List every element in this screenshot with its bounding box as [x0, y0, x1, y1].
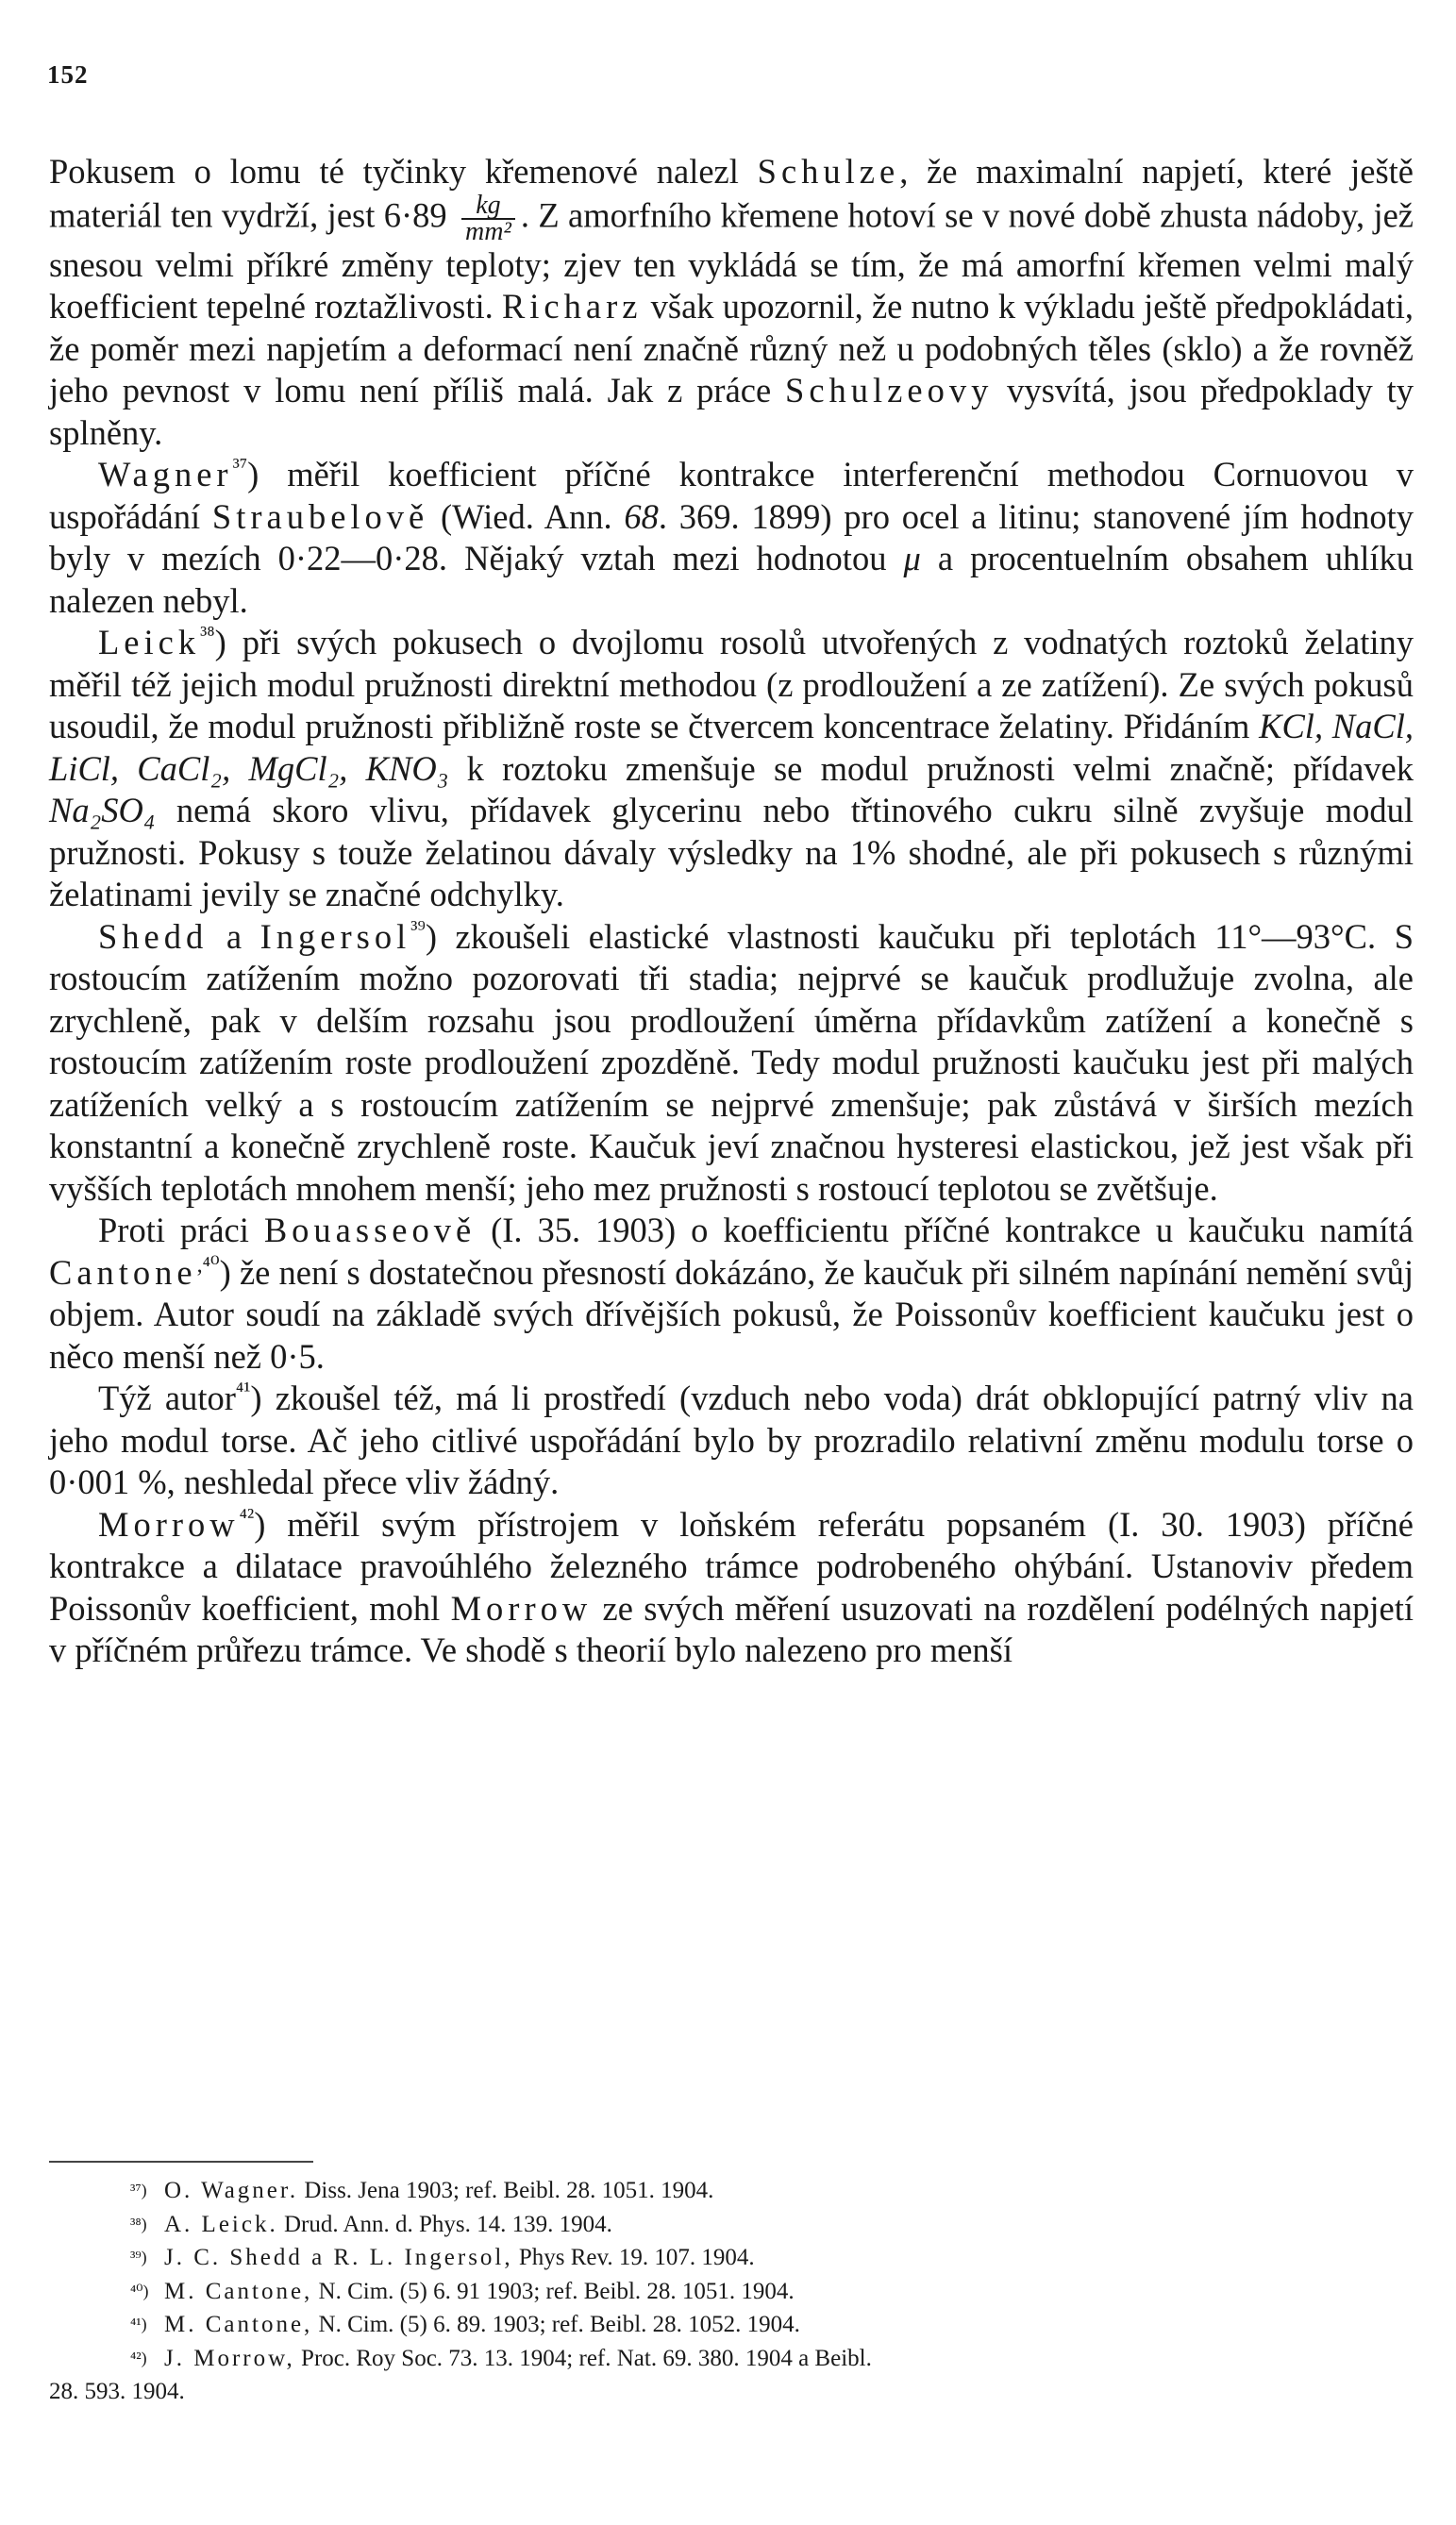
footnote-citation: Proc. Roy Soc. 73. 13. 1904; ref. Nat. 69. 380. 1904 a Beibl.	[294, 2345, 872, 2371]
text-run: ) zkoušel též, má li prostředí (vzduch nebo voda) drát obklopující patrný vliv na jeho modul torse. Ač jeho citlivé uspořádání bylo by prozradilo relativní změnu modulu torse o 0·001 %, neshledal přece vliv žádný.	[49, 1379, 1414, 1501]
paragraph-7	[49, 1504, 1414, 1672]
text-run: však upozornil, že nutno k výkladu ještě předpokládati, že poměr mezi napjetím a deformací není značně různý než u podobných těles (sklo) a že rovněž jeho pevnost v lomu není příliš malá. Jak z práce	[49, 287, 1414, 410]
footnote-mark: ⁴²)	[130, 2348, 147, 2367]
author-name: Leick	[98, 623, 201, 661]
footnote-mark: ³⁷)	[130, 2181, 147, 2199]
text-run: (I. 35. 1903) o koefficientu příčné kontrakce u kaučuku namítá	[476, 1211, 1414, 1249]
footnote-ref: ³⁸	[200, 622, 215, 647]
paragraph-5	[49, 1210, 1414, 1378]
footnote-ref: ,⁴⁰	[196, 1252, 220, 1278]
footnote-ref: ⁴¹	[235, 1378, 251, 1403]
footnote	[130, 2174, 1414, 2208]
footnote-ref: ⁴²	[239, 1504, 255, 1530]
footnote	[130, 2208, 1414, 2242]
paragraph-6	[49, 1378, 1414, 1504]
fraction-numerator: kg	[461, 193, 515, 220]
text-run: ) při svých pokusech o dvojlomu rosolů utvořených z vodnatých roztoků želatiny měřil též jejich modul pružnosti direktní methodou (z prodloužení a ze zatížení). Ze svých pokusů usoudil, že modul pružnosti přibližně roste se čtvercem koncentrace želatiny. Přidáním	[49, 623, 1414, 745]
paragraph-4	[49, 916, 1414, 1211]
text-run: k roztoku zmenšuje se modul pružnosti velmi značně; přídavek	[448, 748, 1414, 788]
footnote-citation: Diss. Jena 1903; ref. Beibl. 28. 1051. 1904.	[298, 2178, 714, 2203]
italic-text: Na₂SO₄	[49, 791, 156, 829]
footnote	[130, 2308, 1414, 2342]
footnote-author: J. Morrow,	[164, 2345, 295, 2371]
footnote-citation: Phys Rev. 19. 107. 1904.	[512, 2245, 755, 2270]
author-name: Cantone	[49, 1252, 197, 1292]
author-name: Schulzeovy	[785, 371, 994, 410]
italic-text: KCl, NaCl, LiCl, CaCl₂, MgCl₂, KNO₃	[49, 707, 1414, 788]
footnote	[130, 2275, 1414, 2309]
paragraph-1	[49, 151, 1414, 454]
author-name: Ingersol	[259, 916, 411, 956]
footnote-mark: ⁴⁰)	[130, 2281, 149, 2300]
text-run: . 369. 1899) pro ocel a litinu; stanovené jím hodnoty byly v mezích 0·22—0·28. Nějaký vztah mezi hodnotou	[49, 496, 1414, 577]
italic-text: μ	[903, 539, 921, 577]
footnote	[130, 2241, 1414, 2275]
fraction-denominator: mm²	[465, 216, 511, 246]
text-run: vysvítá, jsou předpoklady ty splněny.	[49, 371, 1414, 452]
text-run: a	[208, 916, 260, 956]
footnote-continuation: 28. 593. 1904.	[49, 2379, 185, 2404]
footnote-mark: ³⁸)	[130, 2214, 147, 2233]
text-run: ) zkoušeli elastické vlastnosti kaučuku při teplotách 11°—93°C. S rostoucím zatížením možno pozorovati tři stadia; nejprvé se kaučuk prodlužuje zvolna, ale zrychleně, pak v delším rozsahu jsou prodloužení úměrna přídavkům zatížení a konečně s rostoucím zatížením roste prodloužení zpozděně. Tedy modul pružnosti kaučuku jest při malých zatíženích velký a s rostoucím zatížením se nejprvé zmenšuje; pak zůstává v širších mezích konstantní a konečně zrychleně roste. Kaučuk jeví značnou hysteresi elastickou, jež jest však při vyšších teplotách mnohem menší; jeho mez pružnosti s rostoucí teplotou se zvětšuje.	[49, 916, 1414, 1208]
text-run: ) měřil koefficient příčné kontrakce interferenční methodou Cornuovou v uspořádání	[49, 455, 1414, 536]
text-run: ze svých měření usuzovati na rozdělení podélných napjetí v příčném průřezu trámce. Ve shodě s theorií bylo nalezeno pro menší	[49, 1588, 1414, 1669]
page-number: 152	[47, 60, 89, 89]
author-name: Shedd	[98, 916, 209, 956]
author-name: Schulze	[757, 152, 900, 191]
footnote	[130, 2342, 1414, 2376]
footnote-author: J. C. Shedd a R. L. Ingersol,	[164, 2245, 513, 2270]
footnotes	[49, 2174, 1414, 2409]
author-name: Bouasseově	[263, 1211, 477, 1249]
italic-text: 68	[624, 496, 659, 536]
footnote-author: M. Cantone,	[164, 2312, 313, 2337]
footnote-mark: ⁴¹)	[130, 2315, 147, 2333]
author-name: Richarz	[501, 287, 643, 326]
footnote-ref: ³⁷	[232, 454, 248, 479]
footnote-mark: ³⁹)	[130, 2248, 147, 2266]
body-text	[49, 151, 1414, 1672]
footnote-divider	[49, 2161, 313, 2163]
footnote-ref: ³⁹	[410, 916, 426, 942]
author-name: Wagner	[98, 455, 233, 493]
text-run: a procentuelním obsahem uhlíku nalezen nebyl.	[49, 539, 1414, 620]
author-name: Morrow	[450, 1588, 593, 1628]
text-run: nemá skoro vlivu, přídavek glycerinu nebo třtinového cukru silně zvyšuje modul pružnosti. Pokusy s touže želatinou dávaly výsledky na 1% shodné, ale při pokusech s různými želatinami jevily se značné odchylky.	[49, 791, 1414, 913]
paragraph-3	[49, 622, 1414, 916]
text-run: Týž autor	[98, 1379, 236, 1417]
footnote-citation: Drud. Ann. d. Phys. 14. 139. 1904.	[277, 2211, 612, 2237]
author-name: Morrow	[98, 1504, 240, 1544]
fraction	[461, 190, 515, 246]
author-name: Straubelově	[211, 496, 429, 536]
footnote-citation: N. Cim. (5) 6. 91 1903; ref. Beibl. 28. 1051. 1904.	[312, 2278, 795, 2304]
text-run: (Wied. Ann.	[428, 496, 625, 536]
text-run: Pokusem o lomu té tyčinky křemenové nalezl	[49, 152, 758, 191]
text-run: Proti práci	[98, 1211, 264, 1249]
text-run: , že maximalní napjetí, které ještě materiál ten vydrží, jest 6·89	[49, 152, 1414, 234]
footnote-author: A. Leick.	[164, 2211, 278, 2237]
paragraph-2	[49, 454, 1414, 622]
footnote-author: M. Cantone,	[164, 2278, 313, 2304]
text-run: . Z amorfního křemene hotoví se v nové době zhusta nádoby, jež snesou velmi příkré změny teploty; zjev ten vykládá se tím, že má amorfní křemen velmi malý koefficient tepelné roztažlivosti.	[49, 194, 1414, 326]
footnote-author: O. Wagner.	[164, 2178, 299, 2203]
footnote-citation: N. Cim. (5) 6. 89. 1903; ref. Beibl. 28. 1052. 1904.	[312, 2312, 800, 2337]
text-run: ) že není s dostatečnou přesností dokázáno, že kaučuk při silném napínání nemění svůj objem. Autor soudí na základě svých dřívějších pokusů, že Poissonův koefficient kaučuku jest o něco menší než 0·5.	[49, 1252, 1414, 1376]
text-run: ) měřil svým přístrojem v loňském referátu popsaném (I. 30. 1903) příčné kontrakce a dilatace pravoúhlého železného trámce podrobeného ohýbání. Ustanoviv předem Poissonův koefficient, mohl	[49, 1504, 1414, 1628]
